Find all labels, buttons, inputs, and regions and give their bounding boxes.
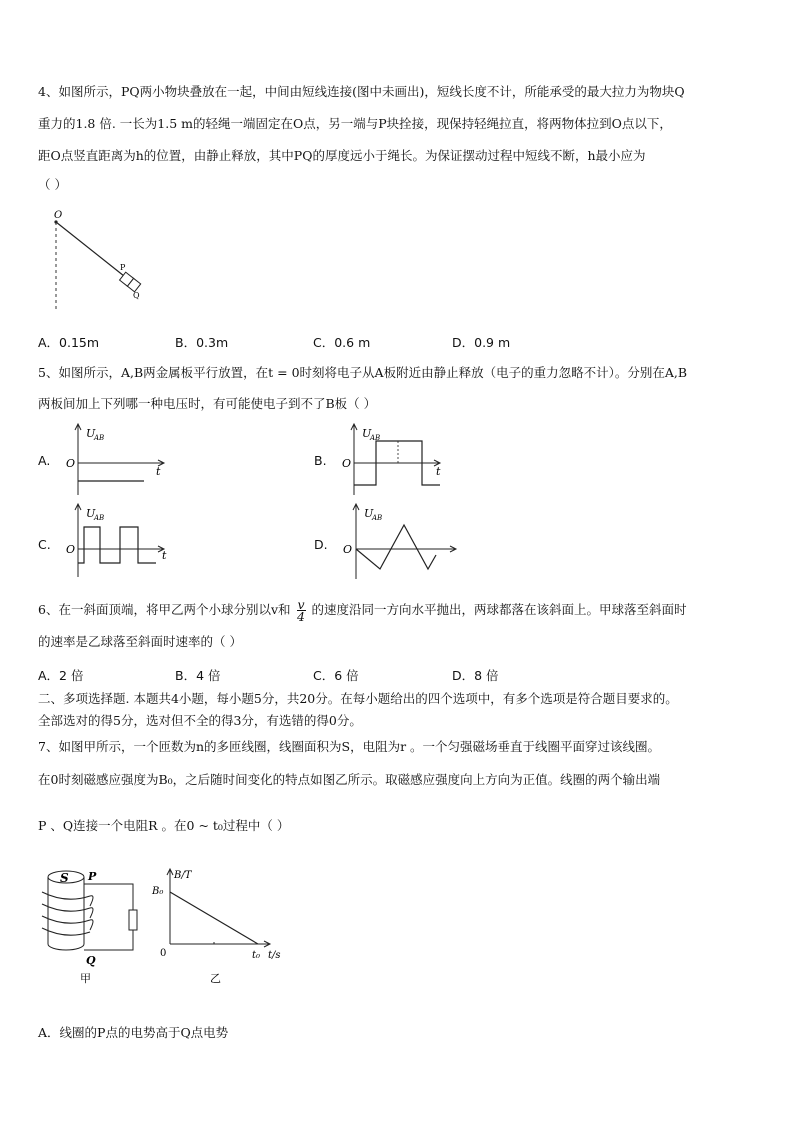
q7-coil-figure: [38, 866, 148, 986]
q7-line-3: P 、Q连接一个电阻R 。在0 ~ t₀过程中（ ）: [38, 818, 290, 833]
q6-option-d: D．8 倍: [452, 668, 499, 683]
q5-graph-b-ylabel: U: [362, 427, 372, 440]
q7-bt-b0: B₀: [152, 886, 164, 897]
q5-option-d-letter: D.: [314, 537, 328, 552]
q5-graph-b-xlabel: t: [436, 465, 441, 478]
q5-graph-d-ylabel: U: [364, 507, 374, 520]
q6-fraction-num: v: [297, 597, 305, 612]
q4-label-o: O: [54, 210, 63, 221]
q4-option-d: D．0.9 m: [452, 335, 511, 350]
q5-graph-a-origin: O: [66, 457, 76, 470]
q4-line-1: 4、如图所示，PQ两小物块叠放在一起，中间由短线连接(图中未画出)，短线长度不计，所能承受的最大拉力为物块Q: [38, 84, 685, 99]
q4-line-2: 重力的1.8 倍. 一长为1.5 m的轻绳一端固定在O点，另一端与P块拴接，现保持轻绳拉直，将两物体拉到O点以下，: [38, 116, 672, 131]
q4-pendulum-figure: [40, 208, 180, 318]
q5-graph-b-origin: O: [342, 457, 352, 470]
q5-option-b-letter: B.: [314, 453, 327, 468]
q4-option-c: C．0.6 m: [313, 335, 371, 350]
q5-graph-b: [340, 423, 450, 498]
q5-graph-b-ysub: AB: [370, 434, 381, 442]
q6-line-1: [38, 599, 687, 622]
q6-fraction-den: 4: [297, 609, 305, 624]
q7-bt-origin: 0: [160, 948, 167, 959]
q6-option-c: C．6 倍: [313, 668, 359, 683]
q6-fraction: [297, 599, 306, 622]
q6-line-1-a: 6、在一斜面顶端，将甲乙两个小球分别以v和: [38, 602, 291, 617]
q5-graph-a: [64, 423, 174, 498]
q7-coil-label-p: P: [88, 870, 97, 883]
q7-bt-t0: t₀: [252, 950, 261, 961]
q4-line-4: （ ）: [38, 177, 67, 192]
q6-line-1-b: 的速度沿同一方向水平抛出，两球都落在该斜面上。甲球落至斜面时: [311, 602, 687, 617]
q5-line-2: 两板间加上下列哪一种电压时，有可能使电子到不了B板（ ）: [38, 396, 377, 411]
section2-line-1: 二、多项选择题. 本题共4小题，每小题5分，共20分。在每小题给出的四个选项中，有多个选项是符合题目要求的。: [38, 691, 678, 706]
section2-line-2: 全部选对的得5分，选对但不全的得3分，有选错的得0分。: [38, 713, 362, 728]
q7-line-1: 7、如图甲所示，一个匝数为n的多匝线圈，线圈面积为S，电阻为r 。一个匀强磁场垂直于线圈平面穿过该线圈。: [38, 739, 661, 754]
q4-label-q: Q: [133, 291, 140, 300]
q7-bt-caption: 乙: [210, 972, 221, 985]
q7-option-a: A．线圈的P点的电势高于Q点电势: [38, 1025, 229, 1040]
q7-bt-xlabel: t/s: [268, 950, 281, 961]
q6-line-2: 的速率是乙球落至斜面时速率的（ ）: [38, 634, 242, 649]
q4-line-3: 距O点竖直距离为h的位置，由静止释放，其中PQ的厚度远小于绳长。为保证摆动过程中短线不断，h最小应为: [38, 148, 646, 163]
q7-coil-label-s: S: [60, 871, 69, 885]
q5-graph-a-ylabel: U: [86, 427, 96, 440]
q7-line-2: 在0时刻磁感应强度为B₀，之后随时间变化的特点如图乙所示。取磁感应强度向上方向为正值。线圈的两个输出端: [38, 772, 661, 787]
q5-graph-c-xlabel: t: [162, 549, 167, 562]
q7-bt-ylabel: B/T: [174, 870, 192, 881]
q5-line-1: 5、如图所示，A,B两金属板平行放置，在t = 0时刻将电子从A板附近由静止释放（电子的重力忽略不计）。分别在A,B: [38, 365, 688, 380]
q4-label-p: P: [120, 263, 126, 272]
q5-option-a-letter: A.: [38, 453, 51, 468]
q5-graph-c-ylabel: U: [86, 507, 96, 520]
q7-coil-label-q: Q: [86, 954, 96, 967]
q6-option-a: A．2 倍: [38, 668, 84, 683]
q5-graph-c: [64, 503, 174, 581]
q5-graph-c-origin: O: [66, 543, 76, 556]
q5-graph-d: [340, 503, 460, 581]
q5-graph-a-ysub: AB: [94, 434, 105, 442]
q5-graph-d-ysub: AB: [372, 514, 383, 522]
q4-option-a: A．0.15m: [38, 335, 100, 350]
q6-option-b: B．4 倍: [175, 668, 221, 683]
q5-graph-a-xlabel: t: [156, 465, 161, 478]
q5-graph-c-ysub: AB: [94, 514, 105, 522]
q4-option-b: B．0.3m: [175, 335, 229, 350]
q5-graph-d-origin: O: [343, 543, 353, 556]
q5-option-c-letter: C.: [38, 537, 51, 552]
q7-coil-caption: 甲: [80, 972, 91, 985]
q7-bt-graph: [150, 866, 290, 986]
